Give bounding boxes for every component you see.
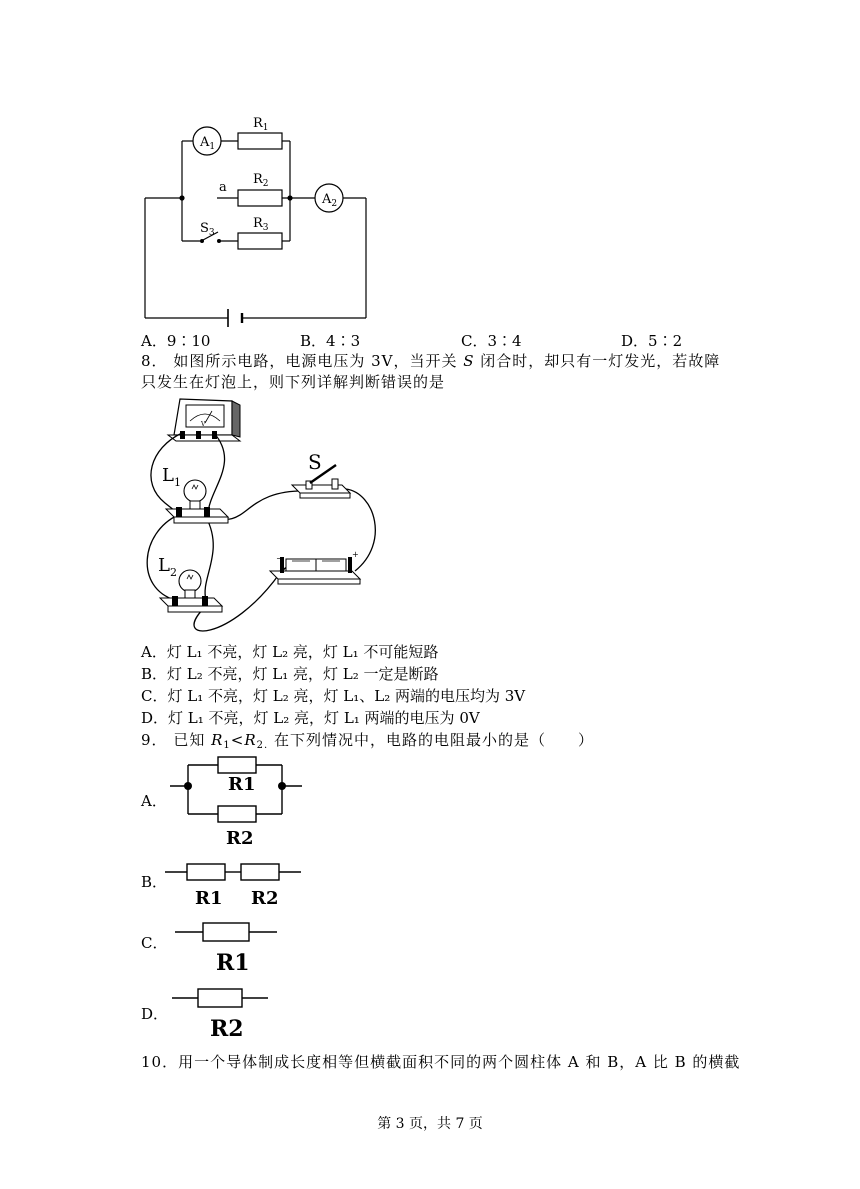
q8-option-d: D．灯 L₁ 不亮，灯 L₂ 亮，灯 L₁ 两端的电压为 0V bbox=[141, 709, 480, 727]
q9-a-r2-label: R2 bbox=[226, 828, 254, 849]
q9-option-a-label: A． bbox=[141, 792, 167, 810]
q9-number: 9． bbox=[141, 731, 168, 749]
q9-option-c-label: C． bbox=[141, 934, 168, 952]
page-footer: 第 3 页，共 7 页 bbox=[377, 1116, 483, 1132]
q7-option-a: A．9∶10 bbox=[141, 332, 211, 350]
q9-option-b-label: B． bbox=[141, 873, 168, 891]
q8-circuit-illustration bbox=[140, 393, 390, 643]
q7-point-a-label: a bbox=[219, 180, 227, 195]
q7-switch-label: $S_3$ bbox=[200, 221, 215, 238]
q9-option-b-series-diagram bbox=[165, 858, 310, 916]
q8-stem-line2: 只发生在灯泡上，则下列详解判断错误的是 bbox=[141, 373, 446, 391]
svg-text:+: + bbox=[352, 550, 359, 559]
q8-number: 8． bbox=[141, 352, 168, 370]
q7-option-b: B．4∶3 bbox=[300, 332, 361, 350]
q7-option-c: C．3∶4 bbox=[461, 332, 522, 350]
q7-option-d: D．5∶2 bbox=[621, 332, 683, 350]
q7-resistor-r2-label: $R_2$ bbox=[253, 172, 269, 189]
q7-resistor-r1-label: $R_1$ bbox=[253, 116, 269, 133]
svg-text:−: − bbox=[276, 554, 283, 563]
q9-option-a-parallel-diagram bbox=[170, 748, 310, 852]
q9-option-d-label: D． bbox=[141, 1005, 169, 1023]
q8-option-a: A．灯 L₁ 不亮，灯 L₂ 亮，灯 L₁ 不可能短路 bbox=[141, 643, 439, 661]
q9-stem: 9． 已知 $R_1<R_{2.}$ 在下列情况中，电路的电阻最小的是（ ） bbox=[141, 731, 594, 751]
q8-option-b: B．灯 L₂ 不亮，灯 L₁ 亮，灯 L₂ 一定是断路 bbox=[141, 665, 439, 683]
svg-text:V: V bbox=[201, 421, 206, 428]
q8-bulb-l2-label: $L_2$ bbox=[158, 555, 177, 579]
q9-c-r1-label: R1 bbox=[216, 950, 250, 976]
q7-ammeter-a2-label: $A_2$ bbox=[322, 192, 338, 209]
q7-ammeter-a1-label: $A_1$ bbox=[200, 135, 216, 152]
q9-a-r1-label: R1 bbox=[228, 774, 256, 795]
q8-bulb-l1-label: $L_1$ bbox=[162, 465, 181, 489]
q7-circuit-diagram bbox=[130, 108, 390, 330]
q10-stem-line: 10．用一个导体制成长度相等但横截面积不同的两个圆柱体 A 和 B，A 比 B 的横截 bbox=[141, 1053, 741, 1071]
q9-b-r1-label: R1 bbox=[195, 888, 223, 909]
q9-option-c-r1-diagram bbox=[175, 918, 285, 978]
q7-resistor-r3-label: $R_3$ bbox=[253, 216, 269, 233]
q9-d-r2-label: R2 bbox=[210, 1016, 244, 1042]
q8-stem-line1: 8． 如图所示电路，电源电压为 3V，当开关 S 闭合时，却只有一灯发光，若故障 bbox=[141, 352, 721, 370]
battery-holder-icon bbox=[270, 550, 360, 584]
q9-option-d-r2-diagram bbox=[172, 984, 282, 1046]
q8-option-c: C．灯 L₁ 不亮，灯 L₂ 亮，灯 L₁、L₂ 两端的电压均为 3V bbox=[141, 687, 526, 705]
q8-switch-label: S bbox=[308, 450, 322, 474]
q9-b-r2-label: R2 bbox=[251, 888, 279, 909]
